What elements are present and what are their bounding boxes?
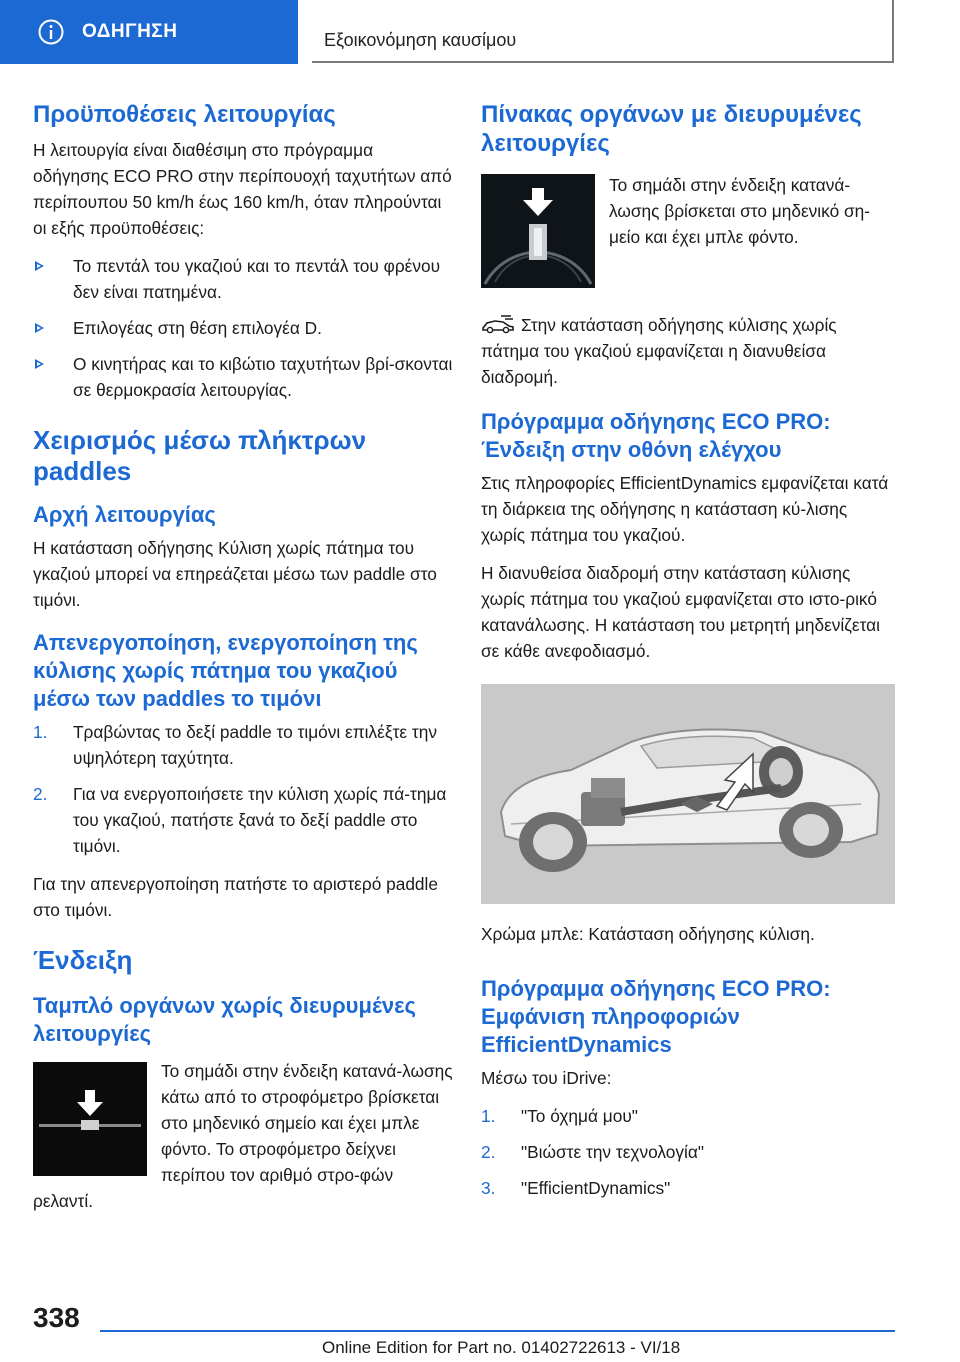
figure-caption: Χρώμα μπλε: Κατάσταση οδήγησης κύλιση. xyxy=(481,924,815,944)
section-header xyxy=(312,0,894,63)
bullet-triangle-icon xyxy=(35,261,44,271)
cluster-heading: Ταμπλό οργάνων χωρίς διευρυμένες λειτουργίες xyxy=(33,993,416,1046)
bullet-triangle-icon xyxy=(35,323,44,333)
cluster-text: Το σημάδι στην ένδειξη κατανά-λωσης κάτω από το στροφόμετρο βρίσκεται στο μηδενικό σημείο και έχει μπλε φόντο. Το στροφόμετρο δείχνει περίπου τον αριθμό στρο-φών ρελαντί. xyxy=(33,1061,453,1211)
list-item: Το πεντάλ του γκαζιού και το πεντάλ του φρένου δεν είναι πατημένα. xyxy=(33,253,453,305)
extended-text: Το σημάδι στην ένδειξη κατανά-λωσης βρίσκεται στο μηδενικό ση-μείο και έχει μπλε φόντο. xyxy=(609,175,871,247)
extended-heading: Πίνακας οργάνων με διευρυμένες λειτουργίες xyxy=(481,101,862,157)
list-item: 1. Τραβώντας το δεξί paddle το τιμόνι επιλέξτε την υψηλότερη ταχύτητα. xyxy=(33,722,438,768)
list-item: Ο κινητήρας και το κιβώτιο ταχυτήτων βρί-σκονται σε θερμοκρασία λειτουργίας. xyxy=(33,351,453,403)
chapter-tab xyxy=(0,0,298,64)
right-column xyxy=(481,100,895,1213)
toggle-off-text: Για την απενεργοποίηση πατήστε το αριστερό paddle στο τιμόνι. xyxy=(33,874,438,920)
eco-display-text-2: Η διανυθείσα διαδρομή στην κατάσταση κύλισης χωρίς πάτημα του γκαζιού εμφανίζεται στο ιστο-ρικό κατανάλωσης. Η κατάσταση του μετρητή μηδενίζεται σε κάθε ανεφοδιασμό. xyxy=(481,563,881,661)
page-number: 338 xyxy=(33,1302,80,1333)
footer-divider xyxy=(100,1330,895,1332)
display-heading: Ένδειξη xyxy=(33,945,133,975)
idrive-steps xyxy=(481,1103,895,1201)
cluster-indicator-image xyxy=(33,1062,147,1176)
principle-text: Η κατάσταση οδήγησης Κύλιση χωρίς πάτημα του γκαζιού μπορεί να επηρεάζεται μέσω των paddle στο τιμόνι. xyxy=(33,538,437,610)
chapter-tab-label: ΟΔΗΓΗΣΗ xyxy=(82,21,178,42)
eco-info-heading: Πρόγραμμα οδήγησης ECO PRO: Εμφάνιση πληροφοριών EfficientDynamics xyxy=(481,976,831,1057)
bullet-triangle-icon xyxy=(35,359,44,369)
info-icon xyxy=(38,19,64,45)
toggle-heading: Απενεργοποίηση, ενεργοποίηση της κύλισης χωρίς πάτημα του γκαζιού μέσω των paddles το τιμόνι xyxy=(33,630,418,711)
coasting-car-icon xyxy=(481,314,515,334)
principle-heading: Αρχή λειτουργίας xyxy=(33,502,216,527)
extended-cluster-image xyxy=(481,174,595,288)
eco-display-heading: Πρόγραμμα οδήγησης ECO PRO: Ένδειξη στην οθόνη ελέγχου xyxy=(481,409,831,462)
idrive-intro: Μέσω του iDrive: xyxy=(481,1068,612,1088)
prereq-list xyxy=(33,253,453,403)
coasting-car-illustration xyxy=(481,684,895,904)
list-item: Επιλογέας στη θέση επιλογέα D. xyxy=(33,315,453,341)
route-text: Στην κατάσταση οδήγησης κύλισης χωρίς πάτημα του γκαζιού εμφανίζεται η διανυθείσα διαδρομή. xyxy=(481,315,837,387)
list-item: 2. "Βιώστε την τεχνολογία" xyxy=(481,1142,704,1162)
list-item: 3. "EfficientDynamics" xyxy=(481,1178,671,1198)
prereq-intro: Η λειτουργία είναι διαθέσιμη στο πρόγραμμα οδήγησης ECO PRO στην περίπουοχή ταχυτήτων από περίπουπου 50 km/h έως 160 km/h, όταν πληρούνται οι εξής προϋποθέσεις: xyxy=(33,140,452,238)
extended-block xyxy=(481,172,895,292)
prereq-heading: Προϋποθέσεις λειτουργίας xyxy=(33,101,336,128)
section-title: Εξοικονόμηση καυσίμου xyxy=(324,30,517,50)
paddles-heading: Χειρισμός μέσω πλήκτρων paddles xyxy=(33,425,367,486)
list-item: 2. Για να ενεργοποιήσετε την κύλιση χωρίς πά-τημα του γκαζιού, πατήστε ξανά το δεξί paddle στο τιμόνι. xyxy=(33,784,447,856)
edition-text: Online Edition for Part no. 01402722613 - VI/18 xyxy=(322,1338,681,1357)
cluster-block xyxy=(33,1058,453,1214)
list-item: 1. "Το όχημά μου" xyxy=(481,1106,638,1126)
toggle-steps xyxy=(33,719,453,859)
eco-display-text-1: Στις πληροφορίες EfficientDynamics εμφανίζεται κατά τη διάρκεια της οδήγησης η κατάσταση κύ-λισης χωρίς πάτημα του γκαζιού. xyxy=(481,473,889,545)
left-column xyxy=(33,100,453,1226)
